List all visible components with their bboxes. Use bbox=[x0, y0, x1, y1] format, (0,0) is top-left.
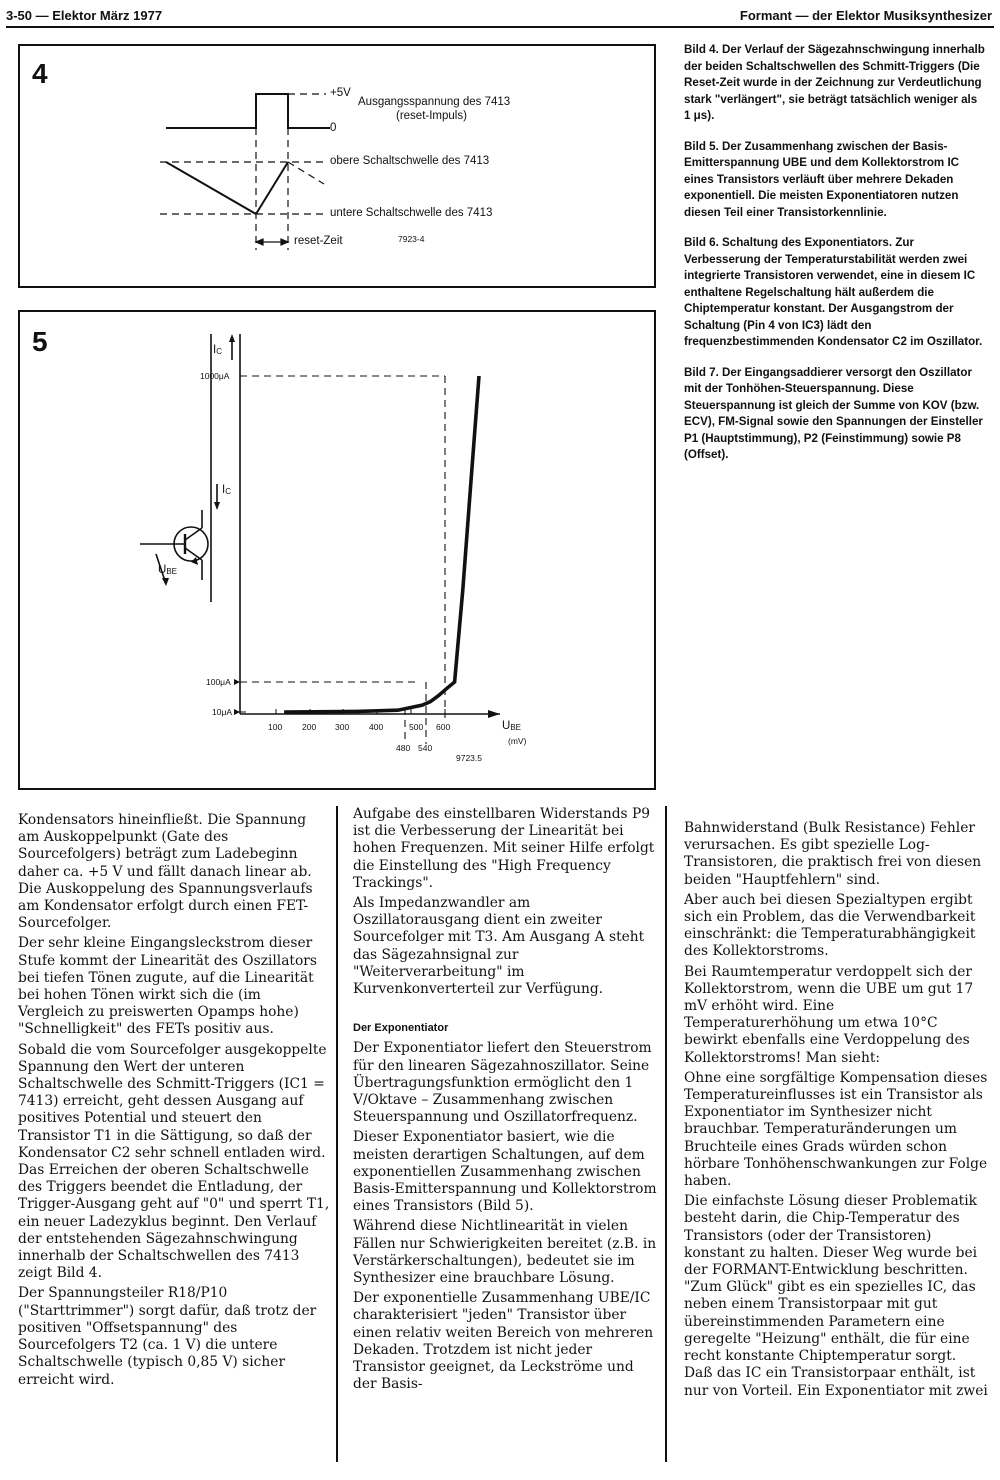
page-header-left: 3-50 — Elektor März 1977 bbox=[6, 8, 163, 23]
sawtooth-ramp-left bbox=[166, 162, 256, 214]
column-rule-1 bbox=[336, 806, 338, 1462]
x-axis-label: UBE bbox=[502, 720, 521, 732]
paragraph: Der Spannungsteiler R18/P10 ("Starttrimmer") sorgt dafür, daß trotz der positiven "Offsetspannung" des Sourcefolgers T2 (ca. 1 V) die untere Schaltschwelle (typisch 0,85 V) sicher erreicht wird. bbox=[18, 1285, 317, 1388]
paragraph: Sobald die vom Sourcefolger ausgekoppelte Spannung den Wert der unteren Schaltschwelle des Schmitt-Triggers (IC1 = 7413) erreicht, geht dessen Ausgang auf positives Potential und steuert den Transistor T1 in die Sättigung, so daß der Kondensator C2 sehr schnell entladen wird. Das Erreichen der oberen Schaltschwelle des Triggers beendet die Entladung, der Trigger-Ausgang geht auf "0" und sperrt T1, ein neuer Ladezyklus beginnt. Den Verlauf der entstehenden Sägezahnschwingung innerhalb der Schaltschwellen des 7413 zeigt Bild 4. bbox=[18, 1041, 330, 1282]
y-tick-100uA: 100μA bbox=[206, 677, 231, 687]
reset-time-label: reset-Zeit bbox=[294, 235, 343, 247]
x-tick-500: 500 bbox=[409, 722, 424, 732]
paragraph: Der Exponentiator liefert den Steuerstrom für den linearen Sägezahnoszillator. Seine Übertragungsfunktion ermöglicht den 1 V/Oktave – Zusammenhang zwischen Steuerspannung und Oszillatorfrequenz. bbox=[353, 1040, 652, 1126]
y-tick-1000uA: 1000μA bbox=[200, 371, 230, 381]
paragraph: Der exponentielle Zusammenhang UBE/IC charakterisiert "jeden" Transistor über einen relativ weiten Bereich von mehreren Dekaden. Trotzdem ist nicht jeder Transistor geeignet, da Leckströme und der Basis- bbox=[353, 1290, 654, 1393]
caption-bild-4: Bild 4. Der Verlauf der Sägezahnschwingung innerhalb der beiden Schaltschwellen des Schmitt-Triggers (Die Reset-Zeit wurde in der Zeichnung zur Verdeutlichung stark "verlängert", sie beträgt tatsächlich weniger als 1 μs). bbox=[684, 43, 985, 122]
zero-level-label: 0 bbox=[330, 122, 337, 134]
x-tick-200: 200 bbox=[302, 722, 317, 732]
ic-current-label: IC bbox=[222, 484, 231, 496]
header-rule bbox=[6, 26, 994, 28]
y-tick-10uA: 10μA bbox=[212, 707, 233, 717]
paragraph: Kondensators hineinfließt. Die Spannung am Auskoppelpunkt (Gate des Sourcefolgers) beträgt zum Ladebeginn daher ca. +5 V und fällt danach linear ab. Die Auskoppelung des Spannungsverlaufs am Kondensator erfolgt durch einen FET-Sourcefolger. bbox=[18, 812, 313, 932]
paragraph: Bei Raumtemperatur verdoppelt sich der Kollektorstrom, wenn die UBE um gut 17 mV erhöht wird. Eine Temperaturerhöhung um etwa 10°C bewirkt ebenfalls eine Verdoppelung des Kollektorstroms! Man sieht: bbox=[684, 963, 974, 1066]
body-column-2 bbox=[353, 806, 657, 1397]
figure-4-code: 7923-4 bbox=[398, 234, 425, 244]
plus5v-label: +5V bbox=[330, 87, 351, 99]
marker-540-label: 540 bbox=[418, 743, 433, 753]
x-tick-600: 600 bbox=[436, 722, 451, 732]
body-column-3 bbox=[684, 820, 988, 1403]
figure-4-frame bbox=[18, 44, 656, 288]
figure-5-frame bbox=[18, 310, 656, 790]
section-heading-exponentiator: Der Exponentiator bbox=[353, 1022, 449, 1035]
paragraph: Dieser Exponentiator basiert, wie die meisten derartigen Schaltungen, auf dem exponentiellen Zusammenhang zwischen Basis-Emitterspannung und Kollektorstrom eines Transistors (Bild 5). bbox=[353, 1129, 657, 1215]
paragraph: Aber auch bei diesen Spezialtypen ergibt sich ein Problem, das die Verwendbarkeit einschränkt: die Temperaturabhängigkeit des Kollektorstroms. bbox=[684, 891, 976, 960]
paragraph: Ohne eine sorgfältige Kompensation dieses Temperatureinflusses ist ein Transistor als Exponentiator im Synthesizer nicht brauchbar. Temperaturänderungen um Bruchteile eines Grads würden schon hörbare Tonhöhenschwankungen zur Folge haben. bbox=[684, 1069, 988, 1190]
marker-480-label: 480 bbox=[396, 743, 411, 753]
caption-bild-6: Bild 6. Schaltung des Exponentiators. Zur Verbesserung der Temperaturstabilität werden zwei integrierte Transistoren verwendet, eine in diesem IC enthaltene Regelschaltung hält außerdem die Chiptemperatur konstant. Der Ausgangstrom der Schaltung (Pin 4 von IC3) lädt den frequenzbestimmenden Kondensator C2 im Oszillator. bbox=[684, 236, 983, 348]
paragraph: Aufgabe des einstellbaren Widerstands P9 ist die Verbesserung der Linearität bei hohen Frequenzen. Mit seiner Hilfe erfolgt die Einstellung des "High Frequency Trackings". bbox=[353, 806, 655, 891]
sawtooth-rise bbox=[256, 162, 288, 214]
ic-ube-curve bbox=[284, 376, 479, 712]
paragraph: Die einfachste Lösung dieser Problematik besteht darin, die Chip-Temperatur des Transistors (oder der Transistoren) konstant zu halten. Dieser Weg wurde bei der FORMANT-Entwicklung beschritten. "Zum Glück" gibt es ein spezielles IC, das neben einem Transistorpaar mit gut übereinstimmenden Parametern eine geregelte "Heizung" enthält, die für eine recht konstante Chiptemperatur sorgt. Daß das IC ein Transistorpaar enthält, ist nur von Vorteil. Ein Exponentiator mit zwei bbox=[684, 1193, 988, 1399]
figure-captions bbox=[684, 42, 986, 478]
output-signal-label: Ausgangsspannung des 7413 bbox=[358, 96, 511, 108]
paragraph: Der sehr kleine Eingangsleckstrom dieser Stufe kommt der Linearität des Oszillators bei tiefen Tönen zugute, auf die Linearität bei hohen Tönen wirkt sich die (im Vergleich zu preiswerten Opamps hohe) "Schnelligkeit" des FETs positiv aus. bbox=[18, 935, 317, 1038]
sawtooth-continuation bbox=[288, 162, 324, 184]
upper-threshold-label: obere Schaltschwelle des 7413 bbox=[330, 155, 490, 167]
caption-bild-7: Bild 7. Der Eingangsaddierer versorgt den Oszillator mit der Tonhöhen-Steuerspannung. Diese Steuerspannung ist gleich der Summe von KOV (bzw. ECV), FM-Signal sowie den Spannungen der Einsteller P1 (Hauptstimmung), P2 (Feinstimmung) sowie P8 (Offset). bbox=[684, 365, 983, 461]
figure-5-chart bbox=[20, 312, 654, 788]
caption-bild-5: Bild 5. Der Zusammenhang zwischen der Basis-Emitterspannung UBE und dem Kollektorstrom IC eines Transistors verläuft über mehrere Dekaden exponentiell. Die meisten Exponentiatoren nutzen diesen Teil einer Transistorkennlinie. bbox=[684, 139, 960, 219]
reset-pulse-trace bbox=[166, 94, 330, 128]
body-column-1 bbox=[18, 812, 330, 1392]
x-tick-400: 400 bbox=[369, 722, 384, 732]
x-tick-300: 300 bbox=[335, 722, 350, 732]
lower-threshold-label: untere Schaltschwelle des 7413 bbox=[330, 207, 493, 219]
ic-axis-label: IC bbox=[213, 344, 222, 356]
x-axis-unit: (mV) bbox=[508, 736, 527, 746]
ube-label: UBE bbox=[158, 564, 177, 576]
output-signal-sublabel: (reset-Impuls) bbox=[396, 110, 467, 122]
figure-5-number: 5 bbox=[32, 326, 48, 357]
x-tick-100: 100 bbox=[268, 722, 283, 732]
paragraph: Während diese Nichtlinearität in vielen Fällen nur Schwierigkeiten bereitet (z.B. in Verstärkerschaltungen), bedeutet sie im Synthesizer eine brauchbare Lösung. bbox=[353, 1218, 657, 1287]
page-header-right: Formant — der Elektor Musiksynthesizer bbox=[739, 8, 992, 23]
paragraph: Als Impedanzwandler am Oszillatorausgang dient ein zweiter Sourcefolger mit T3. Am Ausgang A steht das Sägezahnsignal zur "Weiterverarbeitung" im Kurvenkonverterteil zur Verfügung. bbox=[353, 895, 645, 998]
column-rule-2 bbox=[665, 806, 667, 1462]
paragraph: Bahnwiderstand (Bulk Resistance) Fehler verursachen. Es gibt spezielle Log-Transistoren, die praktisch frei von diesen beiden "Hauptfehlern" sind. bbox=[684, 820, 982, 888]
figure-5-code: 9723.5 bbox=[456, 753, 482, 763]
figure-4-number: 4 bbox=[32, 58, 48, 89]
